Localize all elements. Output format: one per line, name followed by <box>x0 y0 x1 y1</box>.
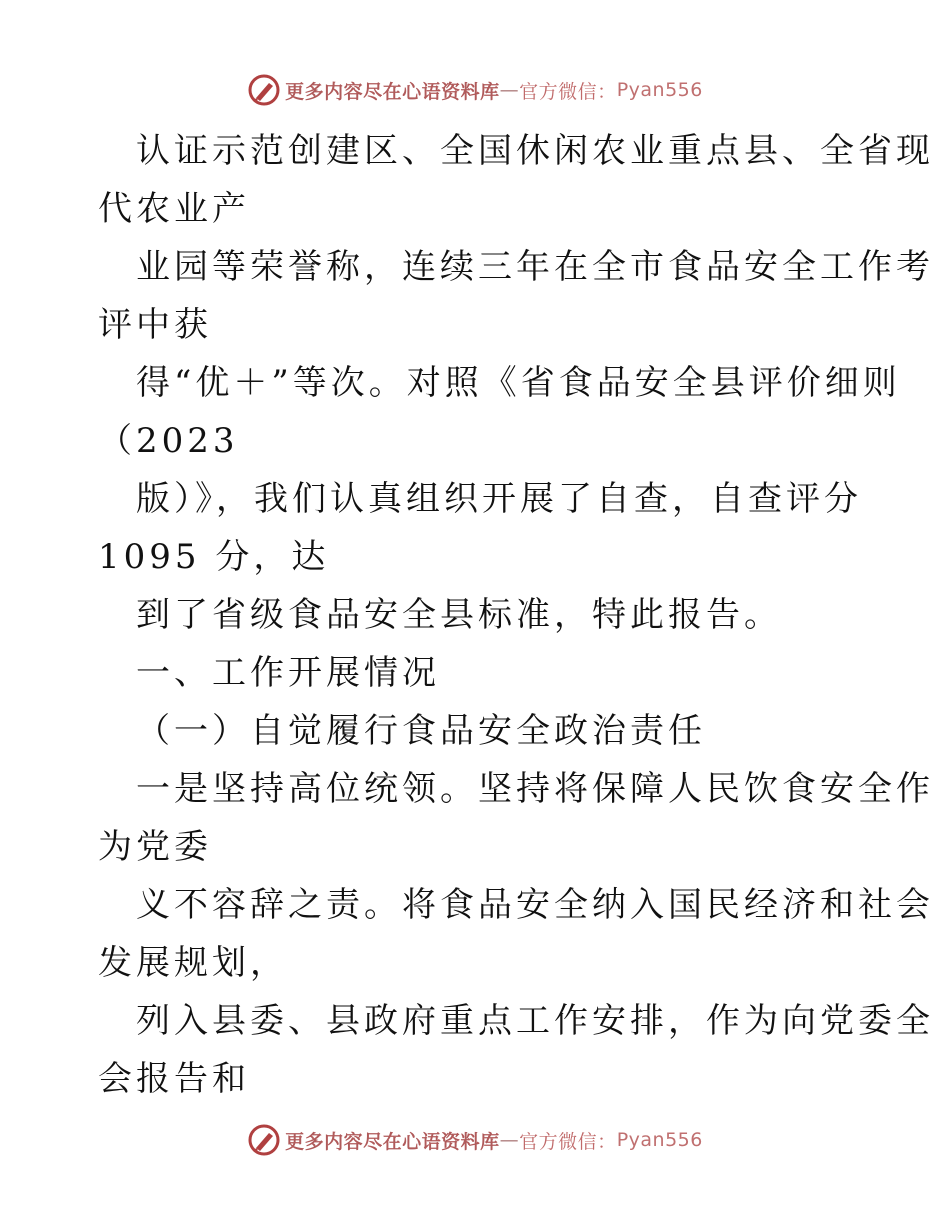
paragraph-line: 到了省级食品安全县标准，特此报告。 <box>136 595 782 635</box>
watermark-wechat-id: Pyan556 <box>616 1129 703 1151</box>
footer-watermark <box>0 1120 950 1160</box>
paragraph-line: 一是坚持高位统领。坚持将保障人民饮食安全作 <box>136 769 934 809</box>
paragraph-line: 义不容辞之责。将食品安全纳入国民经济和社会 <box>136 885 934 925</box>
watermark-text: 更多内容尽在心语资料库 <box>285 80 500 103</box>
header-watermark <box>0 70 950 110</box>
paragraph-line: 发展规划， <box>98 943 288 983</box>
paragraph-line: 代农业产 <box>98 189 250 229</box>
watermark-wechat-id: Pyan556 <box>616 79 703 101</box>
paragraph-line: （2023 <box>98 421 239 461</box>
subsection-heading: （一）自觉履行食品安全政治责任 <box>136 711 706 751</box>
watermark-text: 更多内容尽在心语资料库 <box>285 1130 500 1153</box>
paragraph-line: 1095 分，达 <box>98 537 330 577</box>
paragraph-line: 认证示范创建区、全国休闲农业重点县、全省现 <box>136 131 934 171</box>
watermark-wechat-label: 官方微信： <box>519 1130 617 1153</box>
paragraph-line: 业园等荣誉称，连续三年在全市食品安全工作考 <box>136 247 934 287</box>
paragraph-line: 为党委 <box>98 827 212 867</box>
section-heading: 一、工作开展情况 <box>136 653 440 693</box>
watermark-separator: — <box>499 1129 520 1151</box>
paragraph-line: 列入县委、县政府重点工作安排，作为向党委全 <box>136 1001 934 1041</box>
document-body <box>98 122 934 1108</box>
paragraph-line: 得“优＋”等次。对照《省食品安全县评价细则 <box>136 363 901 403</box>
watermark-wechat-label: 官方微信： <box>519 80 617 103</box>
paragraph-line: 会报告和 <box>98 1059 250 1099</box>
paragraph-line: 版）》，我们认真组织开展了自查，自查评分 <box>136 479 862 519</box>
paragraph-line: 评中获 <box>98 305 212 345</box>
watermark-separator: — <box>499 79 520 101</box>
pen-logo-icon <box>247 73 281 107</box>
pen-logo-icon <box>247 1123 281 1157</box>
